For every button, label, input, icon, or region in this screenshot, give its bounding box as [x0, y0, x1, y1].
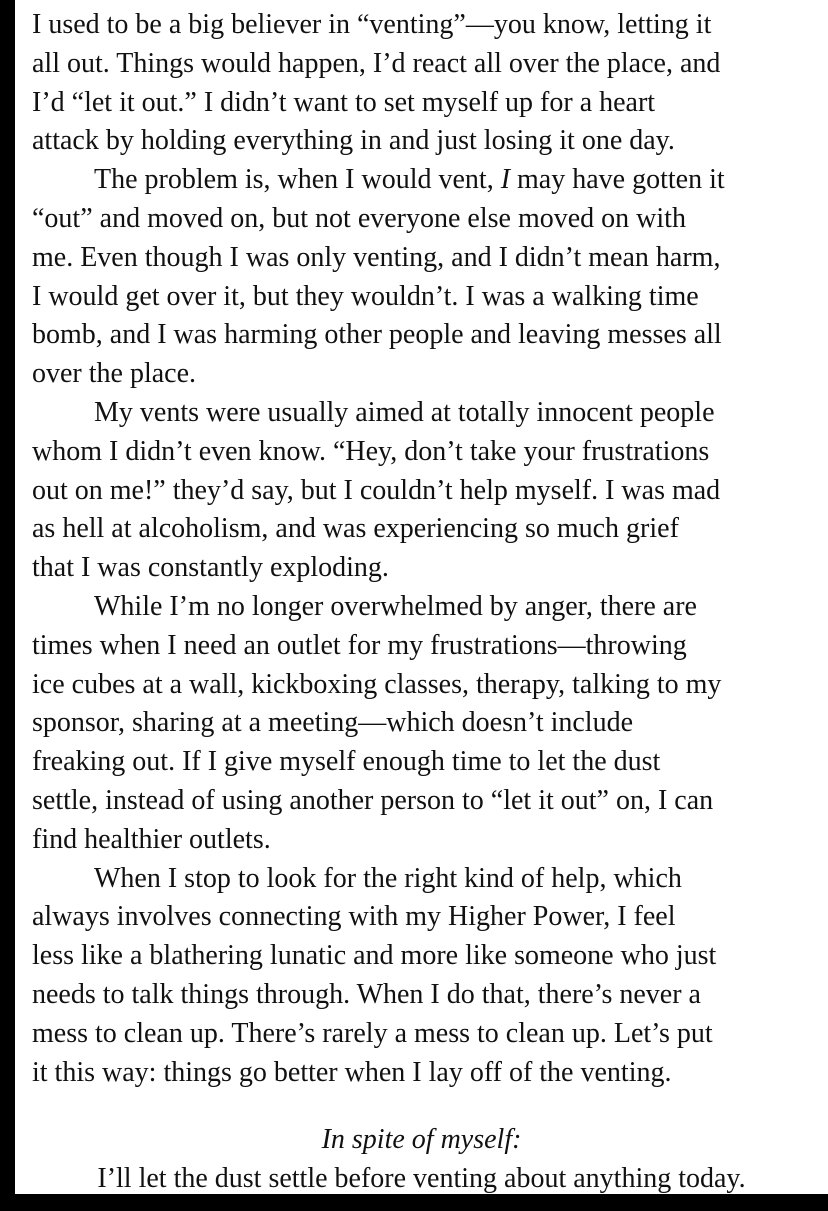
text-line: I’d “let it out.” I didn’t want to set myself up for a heart — [32, 86, 656, 118]
closing-heading: In spite of myself: — [321, 1124, 522, 1155]
emphasis-text: I — [500, 164, 511, 196]
text-line: all out. Things would happen, I’d react all over the place, and — [32, 47, 721, 79]
paragraph-start-line: My vents were usually aimed at totally innocent people — [94, 396, 715, 428]
text-line: ice cubes at a wall, kickboxing classes, therapy, talking to my — [32, 668, 722, 700]
text-line: freaking out. If I give myself enough time to let the dust — [32, 746, 661, 778]
text-line: “out” and moved on, but not everyone else moved on with — [32, 202, 686, 234]
closing-affirmation: I’ll let the dust settle before venting about anything today. — [97, 1163, 746, 1194]
text-line: me. Even though I was only venting, and I didn’t mean harm, — [32, 241, 721, 273]
text-line: always involves connecting with my Higher Power, I feel — [32, 901, 676, 933]
text-line: over the place. — [32, 358, 197, 390]
text-line: times when I need an outlet for my frustrations—throwing — [32, 629, 687, 661]
text-line: less like a blathering lunatic and more like someone who just — [32, 940, 717, 972]
body-text — [32, 6, 802, 1092]
paragraph-start-line: While I’m no longer overwhelmed by anger, there are — [94, 590, 697, 622]
text-line: I would get over it, but they wouldn’t. I was a walking time — [32, 280, 699, 312]
text-line: settle, instead of using another person to “let it out” on, I can — [32, 784, 714, 816]
text-line: out on me!” they’d say, but I couldn’t help myself. I was mad — [32, 474, 721, 506]
text-line: sponsor, sharing at a meeting—which doesn’t include — [32, 707, 634, 739]
paragraph-start-line: The problem is, when I would vent, I may have gotten it — [94, 164, 725, 196]
text-line: find healthier outlets. — [32, 823, 271, 855]
paragraph-start-line: When I stop to look for the right kind of help, which — [94, 862, 682, 894]
text-line: attack by holding everything in and just losing it one day. — [32, 125, 675, 157]
text-line: needs to talk things through. When I do that, there’s never a — [32, 978, 701, 1010]
text-line: I used to be a big believer in “venting”—you know, letting it — [32, 9, 712, 40]
document-page — [15, 0, 828, 1194]
text-line: that I was constantly exploding. — [32, 552, 389, 584]
text-line: whom I didn’t even know. “Hey, don’t take your frustrations — [32, 435, 710, 467]
text-line: it this way: things go better when I lay off of the venting. — [32, 1056, 672, 1088]
text-line: mess to clean up. There’s rarely a mess to clean up. Let’s put — [32, 1017, 713, 1049]
text-line: bomb, and I was harming other people and leaving messes all — [32, 319, 722, 351]
text-line: as hell at alcoholism, and was experiencing so much grief — [32, 513, 679, 545]
